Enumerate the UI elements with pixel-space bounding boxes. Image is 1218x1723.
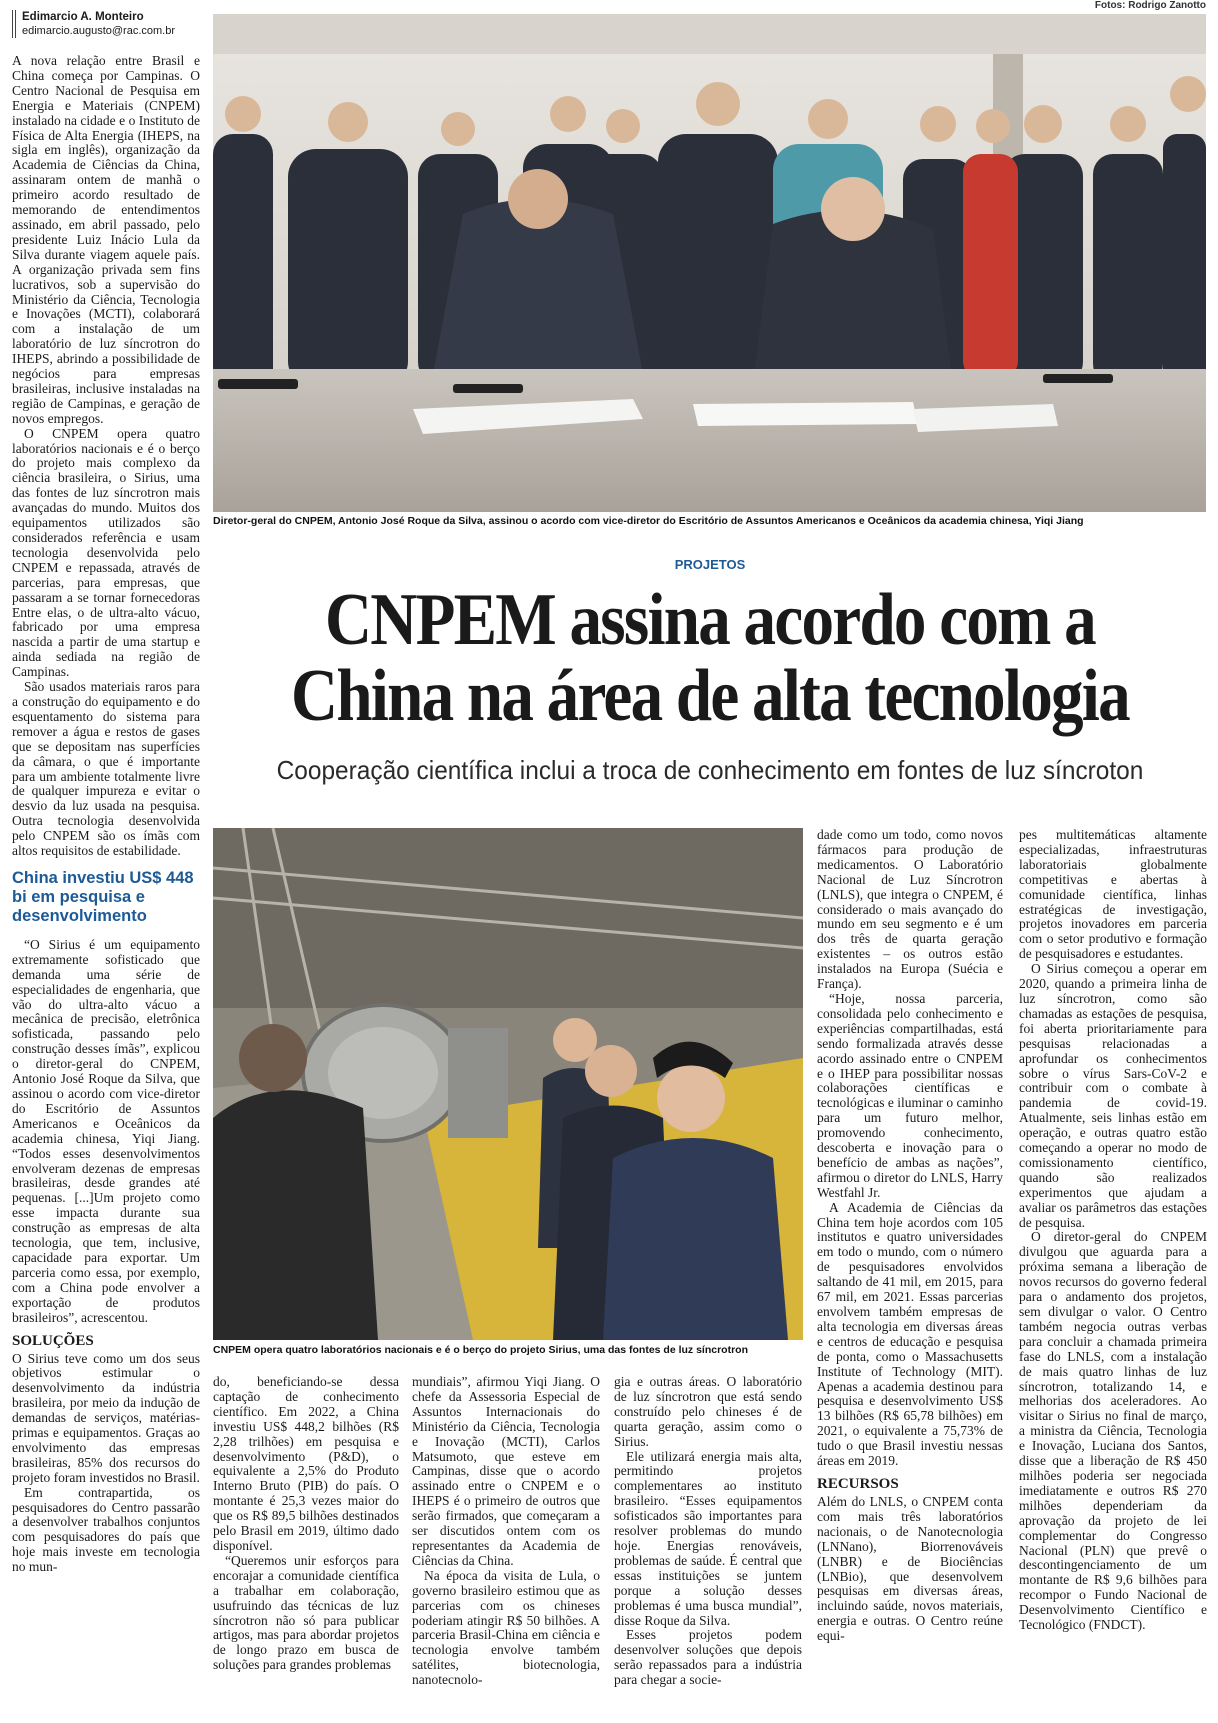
paragraph: do, beneficiando-se dessa captação de conhecimento científico. Em 2022, a China investiu US$ 448,2 bilhões (R$ 2,28 trilhões) em pesquisa e desenvolvimento (P&D), o equivalente a 2,5% do Produto Interno Bruto (PIB) do país. O montante é 25,3 vezes maior do que os R$ 89,5 bilhões destinados pelo Brasil em 2019, último dado disponível. [213, 1374, 399, 1553]
paragraph: “O Sirius é um equipamento extremamente sofisticado que demanda uma série de especialidades de engenharia, que vão do ultra-alto vácuo a mecânica de precisão, eletrônica sofisticada, passando pelo construção desses ímãs”, explicou o diretor-geral do CNPEM, Antonio José Roque da Silva, que assinou o acordo com vice-diretor do Escritório de Assuntos Americanos e Oceânicos da academia chinesa, Yiqi Jiang. “Todos esses desenvolvimentos envolveram dezenas de empresas brasileiras, desde grandes até pequenas. [...]Um projeto como esse impacta durante sua construção as empresas de alta tecnologia, que tem, inclusive, capacidade para exportar. Um parceria como essa, por exemplo, com a China pode envolver a exportação de produtos brasileiros”, acrescentou. [12, 936, 200, 1325]
headline-line-1: CNPEM assina acordo com a [325, 579, 1095, 661]
column-3 [412, 1375, 600, 1688]
paragraph: Em contrapartida, os pesquisadores do Centro passarão a desenvolver trabalhos conjuntos com pesquisadores do país que hoje mais investe em tecnologia no mun- [12, 1484, 200, 1575]
paragraph: pes multitemáticas altamente especializadas, infraestruturas laboratoriais globalmente competitivas e abertas à comunidade científica, linhas estratégicas de investigação, projetos inovadores em parceria com o setor produtivo e formação de pesquisadores e estudantes. [1019, 827, 1207, 962]
bottom-photo-caption: CNPEM opera quatro laboratórios nacionais e é o berço do projeto Sirius, uma das fontes de luz síncrotron [213, 1344, 749, 1356]
deck: Cooperação científica inclui a troca de conhecimento em fontes de luz síncroton [276, 755, 1144, 785]
section-heading: SOLUÇÕES [12, 1332, 94, 1349]
section-heading: RECURSOS [817, 1475, 899, 1492]
paragraph: O CNPEM opera quatro laboratórios nacionais e é o berço do projeto mais complexo da ciência brasileira, o Sirius, uma das fontes de luz síncrotron mais avançadas do mundo. Muitos dos equipamentos utilizados são considerados referência e usam tecnologia desenvolvida pelo CNPEM e repassada, através de parcerias, para empresas, que passaram a se tornar fornecedoras Entre elas, o de ultra-alto vácuo, fabricado por uma empresa nascida a partir de uma startup e ainda sediada na região de Campinas. [12, 425, 200, 680]
author-name: Edimarcio A. Monteiro [22, 11, 144, 23]
column-2 [213, 1375, 399, 1673]
paragraph: Além do LNLS, o CNPEM conta com mais três laboratórios nacionais, o de Nanotecnologia (LNNano), Biorrenováveis (LNBR) e de Biociências (LNBio), que desenvolvem pesquisas em diversas áreas, incluindo saúde, novos materiais, energia e outras. O Centro reúne equi- [817, 1493, 1003, 1644]
paragraph: “Hoje, nossa parceria, consolidada pelo conhecimento e experiências compartilhadas, está sendo formalizada através desse acordo assinado entre o CNPEM e o IHEP para possibilitar nossas colaborações científicas e tecnológicas e iluminar o caminho para um futuro melhor, promovendo conhecimento, descoberta e inovação para o benefício de ambas as nações”, afirmou o diretor do LNLS, Harry Westfahl Jr. [817, 990, 1003, 1200]
column-5 [817, 828, 1003, 1644]
paragraph: “Queremos unir esforços para encorajar a comunidade científica a trabalhar em colaboração, usufruindo das técnicas de luz síncrotron não só para publicar artigos, mas para abordar projetos de longo prazo em busca de soluções para grandes problemas [213, 1552, 399, 1673]
paragraph: O Sirius começou a operar em 2020, quando a primeira linha de luz síncrotron, como são chamadas as estações de pesquisa, foi aberta prioritariamente para pesquisas relacionadas a aprofundar os conhecimentos sobre o vírus Sars-CoV-2 e contribuir com o combate à pandemia de covid-19. Atualmente, seis linhas estão em operação, e outras quatro estão começando a operar no modo de comissionamento científico, quando são realizados experimentos que ajudam a avaliar os parâmetros das estações de pesquisa. [1019, 961, 1207, 1230]
top-photo-caption: Diretor-geral do CNPEM, Antonio José Roque da Silva, assinou o acordo com vice-diretor do Escritório de Assuntos Americanos e Oceânicos da academia chinesa, Yiqi Jiang [213, 515, 1084, 527]
headline [270, 579, 1150, 737]
sirius-lab-photo [213, 828, 803, 1340]
column-1 [12, 54, 200, 1575]
paragraph: A nova relação entre Brasil e China começa por Campinas. O Centro Nacional de Pesquisa em Energia e Materiais (CNPEM) instalado na cidade e o Instituto de Física de Alta Energia (IHEPS, na sigla em inglês), organização da Academia de Ciências da China, assinaram ontem de manhã o primeiro acordo resultado de memorando de entendimentos assinado, em abril passado, pelo presidente Luiz Inácio Lula da Silva durante viagem aquele país. A organização privada sem fins lucrativos, sob a supervisão do Ministério da Ciência, Tecnologia e Inovações (MCTI), colaborará com a instalação de um laboratório de luz síncrotron do IHEPS, abrindo a possibilidade de negócios para empresas brasileiras, inclusive instaladas na região de Campinas, e geração de novos empregos. [12, 53, 200, 426]
paragraph: gia e outras áreas. O laboratório de luz síncrotron que está sendo construído pelo chineses é de quarta geração, assim como o Sirius. [614, 1374, 802, 1449]
column-6 [1019, 828, 1207, 1633]
paragraph: O Sirius teve como um dos seus objetivos estimular o desenvolvimento da indústria brasileira, por meio da indução de demandas de serviços, matérias-primas e equipamentos. Graças ao envolvimento das empresas brasileiras, 85% dos recursos do projeto foram investidos no Brasil. [12, 1350, 200, 1485]
sirius-lab-image [213, 828, 803, 1340]
paragraph: Na época da visita de Lula, o governo brasileiro estimou que as parcerias com os chineses poderiam atingir R$ 50 bilhões. A parceria Brasil-China em ciência e tecnologia envolve também satélites, biotecnologia, nanotecnolo- [412, 1567, 600, 1688]
headline-line-2: China na área de alta tecnologia [291, 655, 1129, 737]
section-kicker: PROJETOS [674, 557, 746, 572]
byline [12, 10, 202, 38]
signing-ceremony-photo [213, 14, 1206, 512]
paragraph: Esses projetos podem desenvolver soluções que depois serão repassados para a indústria para chegar a socie- [614, 1627, 802, 1688]
paragraph: Ele utilizará energia mais alta, permitindo projetos complementares ao instituto brasileiro. “Esses equipamentos sofisticados são importantes para resolver problemas do mundo hoje. Energias renováveis, problemas de saúde. É central que essas instituições se juntem porque a solução desses problemas é uma busca mundial”, disse Roque da Silva. [614, 1448, 802, 1628]
photo-credit: Fotos: Rodrigo Zanotto [1094, 0, 1206, 11]
author-email: edimarcio.augusto@rac.com.br [22, 25, 176, 37]
paragraph: A Academia de Ciências da China tem hoje acordos com 105 institutos e quatro universidades em todo o mundo, com o número de pesquisadores envolvidos saltando de 41 mil, em 2015, para 67 mil, em 2021. Essas parcerias envolvem também empresas de alta tecnologia em diversas áreas e centros de educação e pesquisa de ponta, como o Massachusetts Institute of Technology (MIT). Apenas a academia destinou para pesquisa e desenvolvimento US$ 13 bilhões (R$ 65,78 bilhões) em 2021, o equivalente a 75,73% de tudo o que Brasil investiu nessas áreas em 2019. [817, 1199, 1003, 1469]
paragraph: dade como um todo, como novos fármacos para produção de medicamentos. O Laboratório Nacional de Luz Síncrotron (LNLS), que integra o CNPEM, é considerado o mais avançado do mundo em seu segmento e é um dos três de quarta geração existentes – os outros estão instalados na Europa (Suécia e França). [817, 827, 1003, 992]
paragraph: São usados materiais raros para a construção do equipamento e do esquentamento do sistema para remover a água e restos de gases que se depositam nas superfícies da câmara, o que é importante para um ambiente totalmente livre de qualquer impureza e evitar o desvio da luz usada na pesquisa. Outra tecnologia desenvolvida pelo CNPEM são os ímãs com altos requisitos de estabilidade. [12, 679, 200, 859]
signing-ceremony-image [213, 14, 1206, 512]
paragraph: mundiais”, afirmou Yiqi Jiang. O chefe da Assessoria Especial de Assuntos Internacionais do Ministério da Ciência, Tecnologia e Inovação (MCTI), Carlos Matsumoto, que esteve em Campinas, disse que o acordo assinado entre o CNPEM e o IHEPS é o primeiro de outros que serão firmados, que começaram a ser discutidos ontem com os representantes da Academia de Ciências da China. [412, 1374, 600, 1568]
inline-subhead: China investiu US$ 448 bi em pesquisa e desenvolvimento [12, 868, 194, 925]
paragraph: O diretor-geral do CNPEM divulgou que aguarda para a próxima semana a liberação de novos recursos do governo federal para o andamento dos projetos, sem divulgar o valor. O Centro também negocia outras verbas para concluir a chamada primeira fase do LNLS, com a instalação de mais quatro linhas de luz síncrotron, totalizando 14, e melhorias dos aceleradores. Ao visitar o Sirius no final de março, a ministra da Ciência, Tecnologia e Inovação, Luciana dos Santos, disse que a liberação de R$ 450 milhões poderia ser negociada imediatamente e outros R$ 270 milhões dependeriam da aprovação da projeto de lei complementar do Congresso Nacional (PLN) que prevê o descontingenciamento de um montante de R$ 9,6 bilhões para recompor o Fundo Nacional de Desenvolvimento Científico e Tecnológico (FNDCT). [1019, 1229, 1207, 1633]
column-4 [614, 1375, 802, 1688]
